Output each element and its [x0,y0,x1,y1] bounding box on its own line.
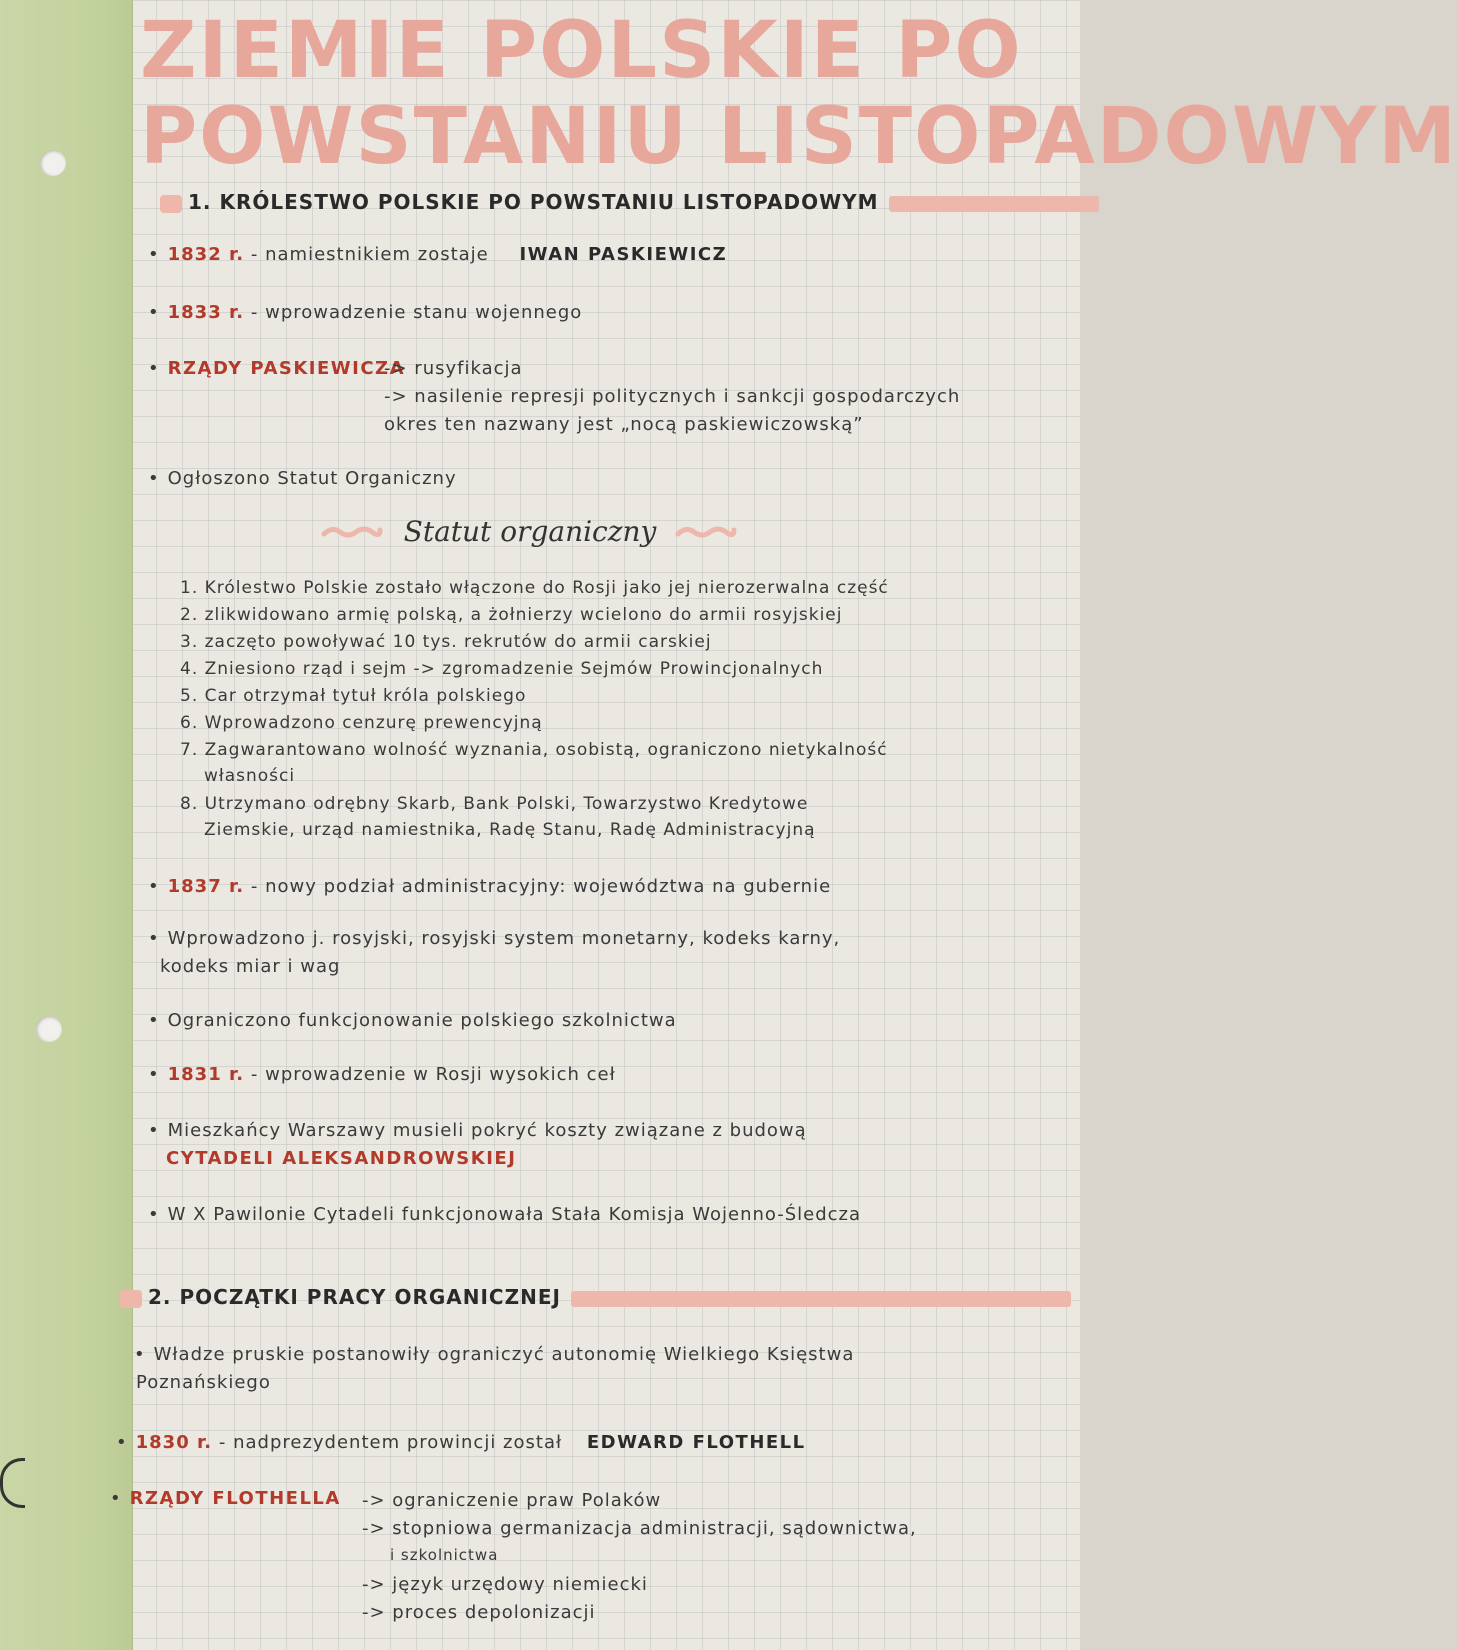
highlight-mark [160,195,182,213]
arrow-germanizacja: -> stopniowa germanizacja administracji, sądownictwa, [362,1518,917,1539]
note-statut: • Ogłoszono Statut Organiczny [148,468,457,489]
note-wladze-pruskie-cont: Poznańskiego [136,1372,271,1393]
highlight-bar [571,1291,1071,1307]
note-rzady-flothella: • RZĄDY FLOTHELLA [110,1488,341,1509]
note-komisja: • W X Pawilonie Cytadeli funkcjonowała Stała Komisja Wojenno-Śledcza [148,1204,862,1225]
note-cytadela: • Mieszkańcy Warszawy musieli pokryć koszty związane z budową [148,1120,807,1141]
section-1-heading [160,190,1099,214]
statut-point-3: 3. zaczęto powoływać 10 tys. rekrutów do armii carskiej [180,632,712,652]
section-2-heading [120,1285,1071,1309]
statut-point-7-cont: własności [204,766,296,786]
arrow-represje: -> nasilenie represji politycznych i sankcji gospodarczych [384,386,961,407]
section-2-title: 2. POCZĄTKI PRACY ORGANICZNEJ [148,1285,561,1309]
statut-point-1: 1. Królestwo Polskie zostało włączone do Rosji jako jej nierozerwalna część [180,578,889,598]
note-rusyfikacja-systemu: • Wprowadzono j. rosyjski, rosyjski system monetarny, kodeks karny, [148,928,841,949]
note-1832: • 1832 r. - namiestnikiem zostaje IWAN PASKIEWICZ [148,244,728,265]
note-szkolnictwo: • Ograniczono funkcjonowanie polskiego szkolnictwa [148,1010,677,1031]
arrow-depolonizacja: -> proces depolonizacji [362,1602,596,1623]
section-1-title: 1. KRÓLESTWO POLSKIE PO POWSTANIU LISTOPADOWYM [188,190,879,214]
note-1837: • 1837 r. - nowy podział administracyjny: województwa na gubernie [148,876,832,897]
statut-point-8-cont: Ziemskie, urząd namiestnika, Radę Stanu, Radę Administracyjną [204,820,816,840]
binder-hole [36,1016,62,1042]
note-rzady-paskiewicza: • RZĄDY PASKIEWICZA [148,358,406,379]
note-1833: • 1833 r. - wprowadzenie stanu wojennego [148,302,583,323]
statut-subtitle: Statut organiczny [403,515,657,548]
page-title [140,6,1458,182]
highlight-mark [120,1290,142,1308]
statut-point-6: 6. Wprowadzono cenzurę prewencyjną [180,713,543,733]
arrow-rusyfikacja: -> rusyfikacja [384,358,523,379]
arrow-jezyk-urzedowy: -> język urzędowy niemiecki [362,1574,648,1595]
noc-paskiewiczowska: okres ten nazwany jest „nocą paskiewiczowską” [384,414,864,435]
note-wladze-pruskie: • Władze pruskie postanowiły ograniczyć autonomię Wielkiego Księstwa [134,1344,855,1365]
statut-point-5: 5. Car otrzymał tytuł króla polskiego [180,686,527,706]
germanizacja-cont: i szkolnictwa [390,1546,499,1564]
arrow-prawa-polakow: -> ograniczenie praw Polaków [362,1490,662,1511]
title-line-1: ZIEMIE POLSKIE PO [140,6,1023,96]
squiggle-decoration [676,526,736,538]
cytadela-name: CYTADELI ALEKSANDROWSKIEJ [166,1148,517,1169]
highlight-bar [889,196,1099,212]
statut-point-7: 7. Zagwarantowano wolność wyznania, osobistą, ograniczono nietykalność [180,740,888,760]
binder-hole [40,150,66,176]
note-1831: • 1831 r. - wprowadzenie w Rosji wysokich ceł [148,1064,616,1085]
statut-point-8: 8. Utrzymano odrębny Skarb, Bank Polski, Towarzystwo Kredytowe [180,794,809,814]
statut-point-2: 2. zlikwidowano armię polską, a żołnierzy wcielono do armii rosyjskiej [180,605,843,625]
green-margin-strip [0,0,133,1650]
title-line-2: POWSTANIU LISTOPADOWYM [140,92,1458,182]
note-rusyfikacja-systemu-cont: kodeks miar i wag [160,956,341,977]
note-1830: • 1830 r. - nadprezydentem prowincji został EDWARD FLOTHELL [116,1432,806,1453]
statut-point-4: 4. Zniesiono rząd i sejm -> zgromadzenie Sejmów Prowincjonalnych [180,659,824,679]
